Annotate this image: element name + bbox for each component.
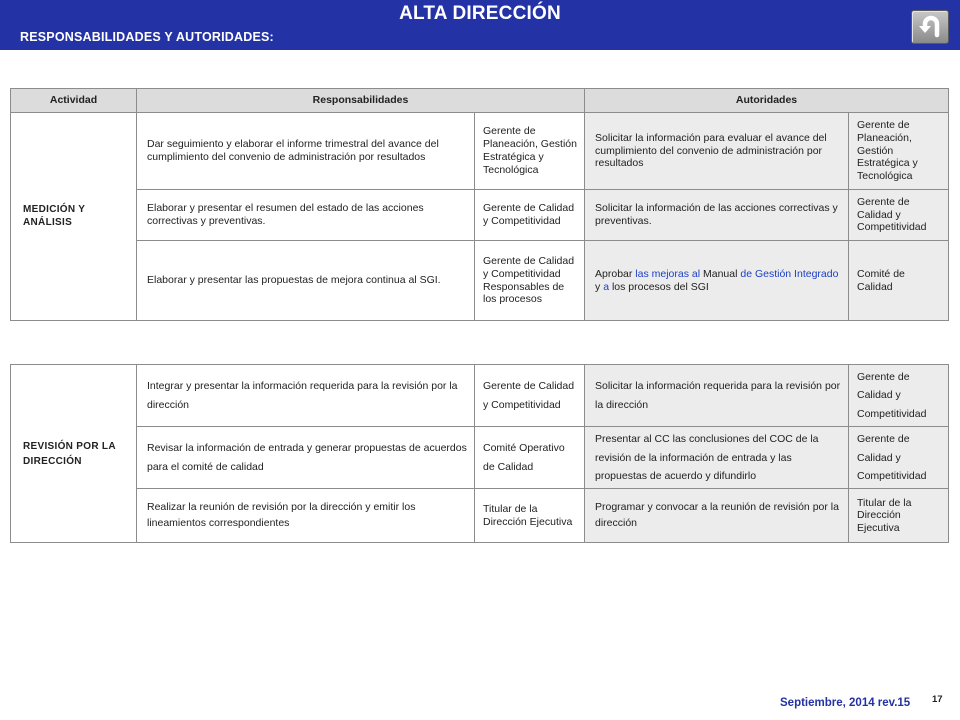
page-title: ALTA DIRECCIÓN xyxy=(399,3,561,24)
authority-text-part: y xyxy=(595,280,604,293)
authority-text: Solicitar la información requerida para la revisión por la dirección xyxy=(585,365,849,427)
authority-owner: Titular de la Dirección Ejecutiva xyxy=(849,489,949,543)
authority-text: Solicitar la información para evaluar el avance del cumplimiento del convenio de administración por resultados xyxy=(585,113,849,190)
responsibility-owner: Titular de la Dirección Ejecutiva xyxy=(475,489,585,543)
authority-text: Programar y convocar a la reunión de revisión por la dirección xyxy=(585,489,849,543)
header-activity: Actividad xyxy=(11,89,137,113)
authority-owner: Comité de Calidad xyxy=(849,241,949,321)
authority-owner: Gerente de Planeación, Gestión Estratégica y Tecnológica xyxy=(849,113,949,190)
activity-cell: REVISIÓN POR LA DIRECCIÓN xyxy=(11,365,137,543)
footer-date: Septiembre, 2014 rev.15 xyxy=(780,697,911,709)
authority-text: Solicitar la información de las acciones correctivas y preventivas. xyxy=(585,190,849,241)
table-row xyxy=(11,489,949,543)
responsibilities-table-measurement xyxy=(10,88,949,321)
responsibilities-table-review xyxy=(10,364,949,543)
responsibility-text: Elaborar y presentar el resumen del estado de las acciones correctivas y preventivas. xyxy=(137,190,475,241)
table-row xyxy=(11,113,949,190)
authority-text-part: de Gestión Integrado xyxy=(740,267,839,280)
authority-text xyxy=(585,241,849,321)
header-bar xyxy=(0,0,960,50)
table-row xyxy=(11,241,949,321)
authority-text-part: los procesos del SGI xyxy=(611,280,709,293)
responsibility-owner: Gerente de Calidad y Competitividad Responsables de los procesos xyxy=(475,241,585,321)
table-row xyxy=(11,190,949,241)
back-button[interactable] xyxy=(911,10,949,44)
page-number: 17 xyxy=(932,694,943,705)
responsibility-owner: Gerente de Calidad y Competitividad xyxy=(475,365,585,427)
responsibility-owner: Gerente de Calidad y Competitividad xyxy=(475,190,585,241)
page-subtitle: RESPONSABILIDADES Y AUTORIDADES: xyxy=(20,30,274,44)
authority-text-part: las mejoras al xyxy=(635,267,703,280)
responsibility-text: Integrar y presentar la información requerida para la revisión por la dirección xyxy=(137,365,475,427)
authority-text-part: Aprobar xyxy=(595,267,636,280)
u-turn-back-arrow-icon xyxy=(917,15,943,39)
responsibility-text: Elaborar y presentar las propuestas de mejora continua al SGI. xyxy=(137,241,475,321)
authority-owner: Gerente de Calidad y Competitividad xyxy=(849,190,949,241)
responsibility-text: Realizar la reunión de revisión por la dirección y emitir los lineamientos correspondientes xyxy=(137,489,475,543)
table-header-row xyxy=(11,89,949,113)
responsibility-text: Revisar la información de entrada y generar propuestas de acuerdos para el comité de calidad xyxy=(137,427,475,489)
header-authorities: Autoridades xyxy=(585,89,949,113)
responsibility-owner: Comité Operativo de Calidad xyxy=(475,427,585,489)
responsibility-owner: Gerente de Planeación, Gestión Estratégica y Tecnológica xyxy=(475,113,585,190)
authority-text-part: Manual xyxy=(703,267,741,280)
authority-text: Presentar al CC las conclusiones del COC de la revisión de la información de entrada y las propuestas de acuerdo y difundirlo xyxy=(585,427,849,489)
table-row xyxy=(11,365,949,427)
header-responsibilities: Responsabilidades xyxy=(137,89,585,113)
table-row xyxy=(11,427,949,489)
authority-owner: Gerente de Calidad y Competitividad xyxy=(849,365,949,427)
authority-owner: Gerente de Calidad y Competitividad xyxy=(849,427,949,489)
responsibility-text: Dar seguimiento y elaborar el informe trimestral del avance del cumplimiento del convenio de administración por resultados xyxy=(137,113,475,190)
authority-text-part: a xyxy=(603,280,612,293)
activity-cell: MEDICIÓN Y ANÁLISIS xyxy=(11,113,137,321)
